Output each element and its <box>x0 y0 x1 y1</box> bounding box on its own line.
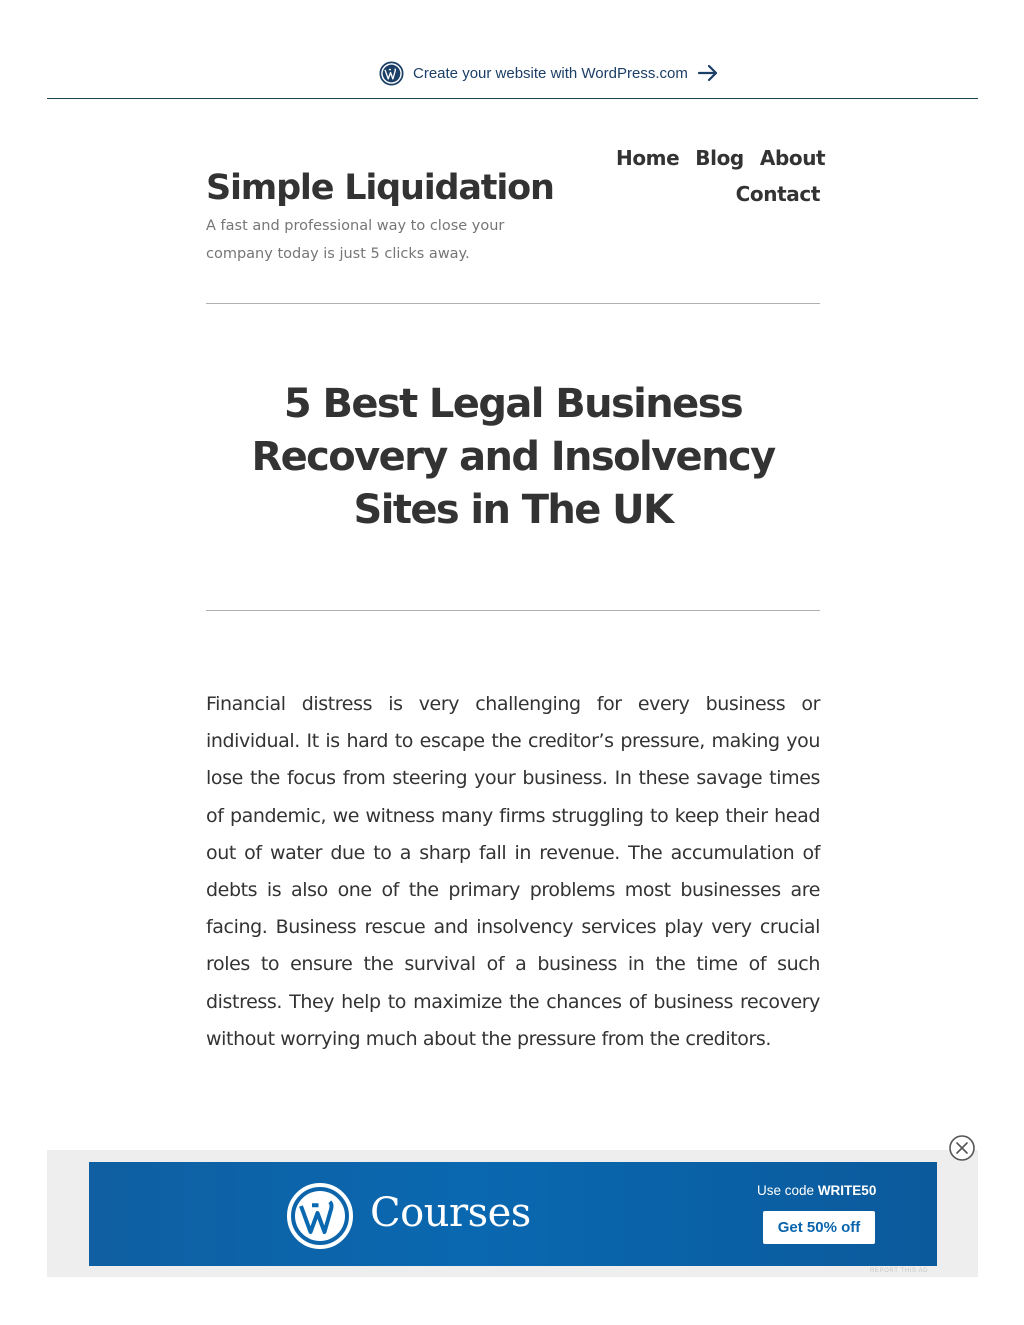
site-title[interactable]: Simple Liquidation <box>206 168 554 208</box>
close-circle-icon[interactable] <box>948 1134 976 1162</box>
ad-code-value: WRITE50 <box>817 1183 877 1198</box>
ad-code-prefix: Use code <box>757 1183 815 1198</box>
nav-item-home[interactable]: Home <box>616 146 680 170</box>
post-title: 5 Best Legal Business Recovery and Insolvency Sites in The UK <box>251 381 775 533</box>
header-divider <box>206 303 820 304</box>
create-website-link[interactable] <box>379 60 719 86</box>
ad-cta-button[interactable]: Get 50% off <box>763 1211 875 1244</box>
arrow-right-icon <box>697 64 719 82</box>
main-navigation <box>600 140 826 212</box>
wordpress-banner <box>47 0 978 99</box>
post-paragraph: Financial distress is very challenging for every business or individual. It is hard to escape the creditor’s pressure, making you lose the focus from steering your business. In these savage times of pandemic, we witness many firms struggling to keep their head out of water due to a sharp fall in revenue. The accumulation of debts is also one of the primary problems most businesses are facing. Business rescue and insolvency services play very crucial roles to ensure the survival of a business in the time of such distress. They help to maximize the chances of business recovery without worrying much about the pressure from the creditors. <box>206 693 820 1050</box>
title-divider <box>206 610 820 611</box>
nav-item-about[interactable]: About <box>759 146 826 170</box>
ad-promo-code <box>757 1183 876 1198</box>
wordpress-logo-icon <box>286 1182 354 1250</box>
report-ad-link[interactable]: REPORT THIS AD <box>870 1268 929 1274</box>
nav-item-contact[interactable]: Contact <box>735 182 820 206</box>
wordpress-logo-icon <box>379 61 404 86</box>
site-tagline: A fast and professional way to close your company today is just 5 clicks away. <box>206 218 505 262</box>
nav-item-blog[interactable]: Blog <box>695 146 744 170</box>
banner-text: Create your website with WordPress.com <box>413 64 688 82</box>
ad-brand-text: Courses <box>370 1190 531 1236</box>
